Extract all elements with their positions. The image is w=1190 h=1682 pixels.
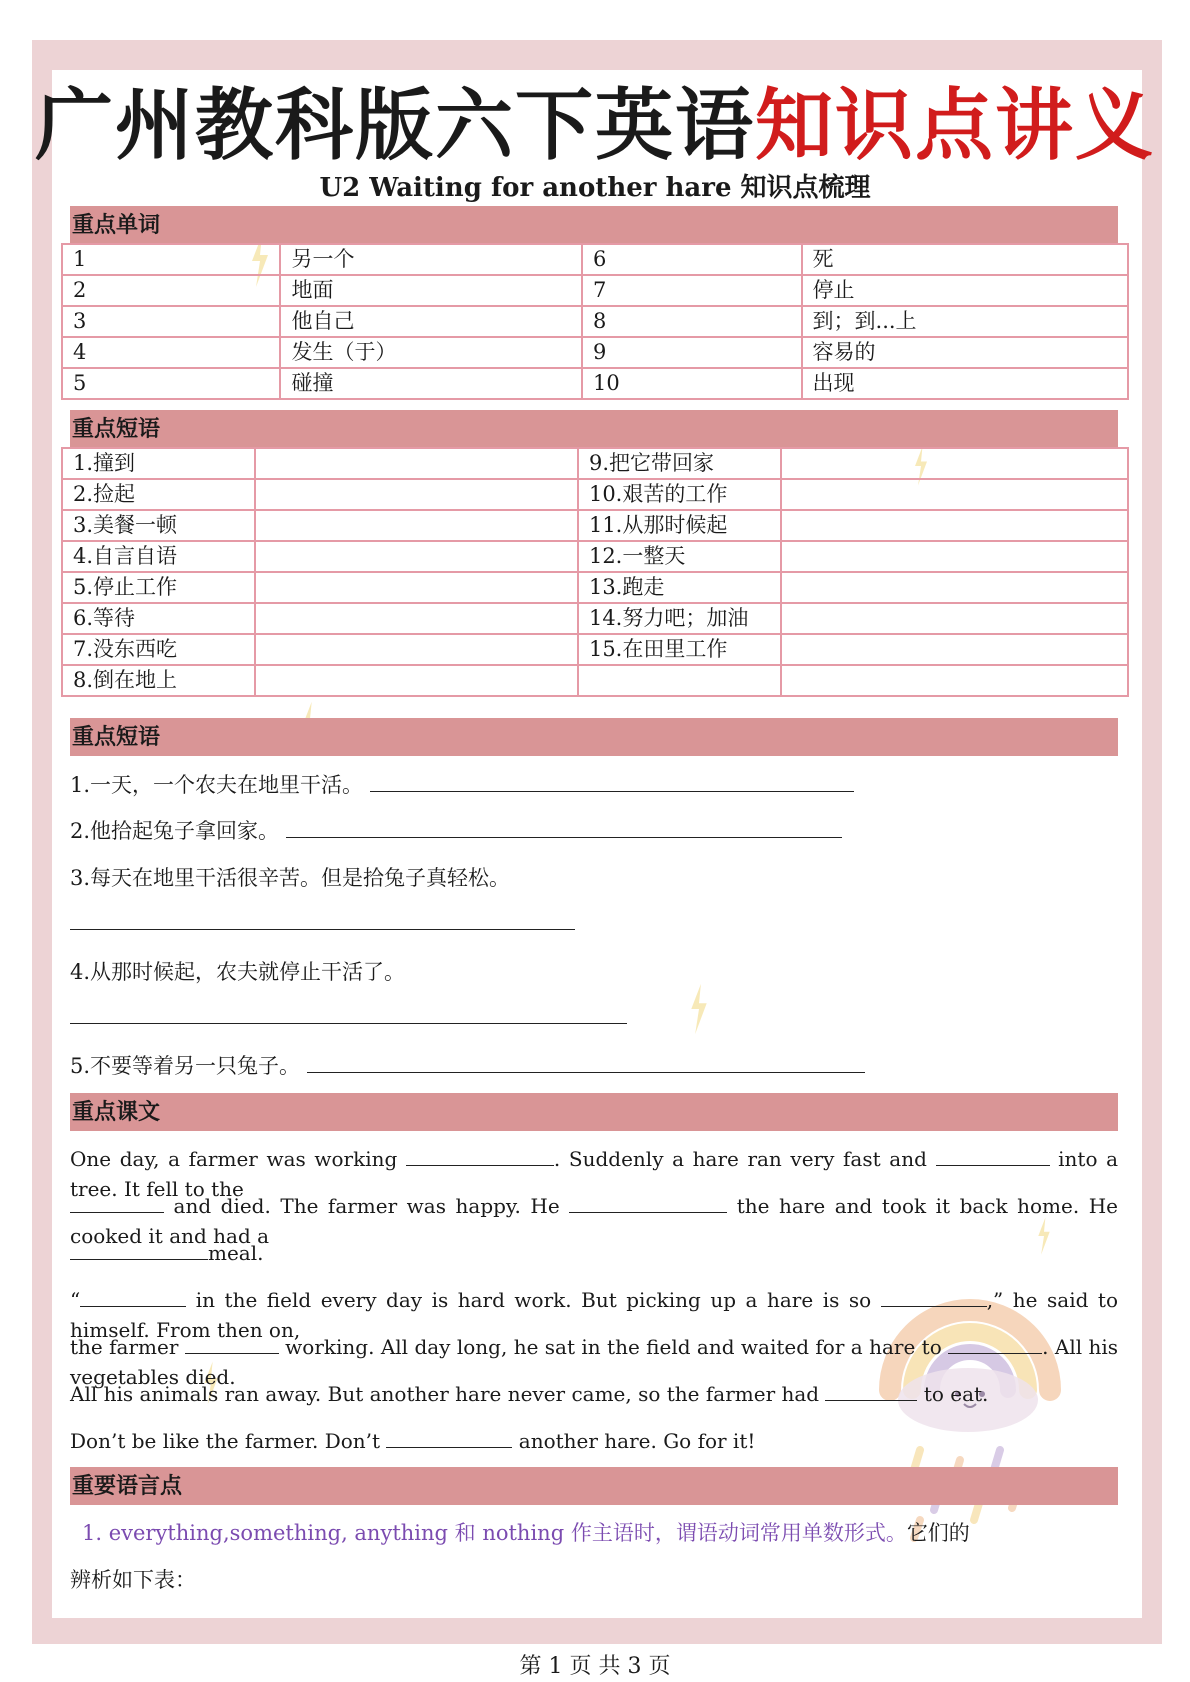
- sentence-item: 2.他拾起兔子拿回家。: [70, 816, 842, 846]
- table-row: [62, 448, 1128, 479]
- answer-cell[interactable]: [255, 541, 578, 572]
- phrase-prompt: 2.捡起: [62, 479, 255, 510]
- phrase-prompt: 4.自言自语: [62, 541, 255, 572]
- word-number: 7: [582, 275, 802, 306]
- page-title: 广州教科版六下英语知识点讲义: [34, 81, 1156, 171]
- table-row: [62, 510, 1128, 541]
- answer-cell[interactable]: [781, 448, 1128, 479]
- answer-blank[interactable]: [70, 1003, 627, 1024]
- page-footer: 第 1 页 共 3 页: [519, 1654, 671, 1679]
- phrase-prompt: 8.倒在地上: [62, 665, 255, 696]
- passage-line: meal.: [70, 1238, 1118, 1268]
- phrase-prompt: 11.从那时候起: [578, 510, 781, 541]
- phrase-prompt: 1.撞到: [62, 448, 255, 479]
- answer-blank[interactable]: [881, 1286, 987, 1307]
- answer-cell[interactable]: [255, 572, 578, 603]
- answer-cell[interactable]: [781, 603, 1128, 634]
- word-meaning: 发生（于）: [280, 337, 582, 368]
- table-row: [62, 244, 1128, 275]
- word-number: 10: [582, 368, 802, 399]
- table-row: [62, 368, 1128, 399]
- word-number: 8: [582, 306, 802, 337]
- answer-blank[interactable]: [948, 1333, 1042, 1354]
- language-point-continuation: 辨析如下表：: [70, 1568, 196, 1592]
- section-header-text: 重点课文: [70, 1093, 1118, 1131]
- sentence-item: 4.从那时候起，农夫就停止干活了。: [70, 960, 406, 984]
- answer-cell[interactable]: [255, 479, 578, 510]
- passage-line: All his animals ran away. But another hare never came, so the farmer had to eat.: [70, 1382, 989, 1406]
- word-meaning: 死: [802, 244, 1128, 275]
- phrases-table: [61, 447, 1129, 697]
- sentence-item: 1.一天，一个农夫在地里干活。: [70, 770, 854, 800]
- answer-blank[interactable]: [70, 1192, 164, 1213]
- answer-cell[interactable]: [781, 572, 1128, 603]
- word-number: 5: [62, 368, 280, 399]
- sentence-answer-line: [70, 1002, 627, 1032]
- phrase-prompt: 5.停止工作: [62, 572, 255, 603]
- word-meaning: 地面: [280, 275, 582, 306]
- answer-cell[interactable]: [255, 665, 578, 696]
- answer-cell[interactable]: [781, 634, 1128, 665]
- word-number: 9: [582, 337, 802, 368]
- table-row: [62, 479, 1128, 510]
- answer-cell[interactable]: [255, 603, 578, 634]
- table-row: [62, 337, 1128, 368]
- answer-blank[interactable]: [386, 1427, 512, 1448]
- phrase-prompt: 15.在田里工作: [578, 634, 781, 665]
- passage-line: and died. The farmer was happy. He the hare and took it back home. He cooked it and had a: [70, 1194, 1118, 1248]
- word-number: 3: [62, 306, 280, 337]
- word-meaning: 容易的: [802, 337, 1128, 368]
- word-number: 4: [62, 337, 280, 368]
- table-row: [62, 306, 1128, 337]
- answer-blank[interactable]: [936, 1145, 1050, 1166]
- answer-blank[interactable]: [569, 1192, 727, 1213]
- phrase-prompt: 13.跑走: [578, 572, 781, 603]
- word-meaning: 另一个: [280, 244, 582, 275]
- phrase-prompt: 12.一整天: [578, 541, 781, 572]
- phrase-prompt: 3.美餐一顿: [62, 510, 255, 541]
- table-row: [62, 634, 1128, 665]
- answer-cell[interactable]: [255, 448, 578, 479]
- sentence-answer-line: [70, 908, 575, 938]
- phrase-prompt: [578, 665, 781, 696]
- answer-blank[interactable]: [70, 909, 575, 930]
- answer-cell[interactable]: [781, 479, 1128, 510]
- answer-blank[interactable]: [370, 771, 854, 792]
- passage-line: One day, a farmer was working . Suddenly a hare ran very fast and into a tree. It fell to the: [70, 1147, 1119, 1201]
- answer-cell[interactable]: [781, 541, 1128, 572]
- table-row: [62, 665, 1128, 696]
- words-table: [61, 243, 1129, 400]
- answer-cell[interactable]: [781, 510, 1128, 541]
- phrase-prompt: 10.艰苦的工作: [578, 479, 781, 510]
- answer-cell[interactable]: [255, 510, 578, 541]
- table-row: [62, 275, 1128, 306]
- section-header-sentences: 重点短语: [70, 718, 1118, 756]
- word-number: 1: [62, 244, 280, 275]
- sentence-item: 3.每天在地里干活很辛苦。但是拾兔子真轻松。: [70, 866, 511, 890]
- phrase-prompt: 7.没东西吃: [62, 634, 255, 665]
- word-number: 2: [62, 275, 280, 306]
- passage-line: “ in the field every day is hard work. But picking up a hare is so ,” he said to himself. From then on,: [70, 1288, 1119, 1342]
- phrase-prompt: 9.把它带回家: [578, 448, 781, 479]
- answer-blank[interactable]: [406, 1145, 554, 1166]
- phrase-prompt: 6.等待: [62, 603, 255, 634]
- answer-blank[interactable]: [185, 1333, 279, 1354]
- language-point: 1. everything,something, anything 和 nothing 作主语时，谓语动词常用单数形式。它们的: [82, 1521, 970, 1545]
- word-meaning: 碰撞: [280, 368, 582, 399]
- section-header-phrases: 重点短语: [70, 410, 1118, 448]
- answer-blank[interactable]: [70, 1239, 208, 1260]
- answer-blank[interactable]: [307, 1052, 865, 1073]
- word-meaning: 到；到...上: [802, 306, 1128, 337]
- table-row: [62, 603, 1128, 634]
- table-row: [62, 572, 1128, 603]
- answer-blank[interactable]: [825, 1380, 917, 1401]
- answer-blank[interactable]: [80, 1286, 186, 1307]
- word-number: 6: [582, 244, 802, 275]
- answer-cell[interactable]: [255, 634, 578, 665]
- lightning-deco-icon: [684, 982, 714, 1036]
- section-header-words: 重点单词: [70, 206, 1118, 244]
- word-meaning: 停止: [802, 275, 1128, 306]
- answer-cell[interactable]: [781, 665, 1128, 696]
- section-header-language: 重要语言点: [70, 1467, 1118, 1505]
- table-row: [62, 541, 1128, 572]
- passage-line: Don’t be like the farmer. Don’t another hare. Go for it!: [70, 1429, 756, 1453]
- sentence-item: 5.不要等着另一只兔子。: [70, 1051, 865, 1081]
- word-meaning: 出现: [802, 368, 1128, 399]
- page-subtitle: U2 Waiting for another hare 知识点梳理: [319, 173, 871, 203]
- word-meaning: 他自己: [280, 306, 582, 337]
- answer-blank[interactable]: [286, 817, 842, 838]
- phrase-prompt: 14.努力吧；加油: [578, 603, 781, 634]
- passage-line: the farmer working. All day long, he sat in the field and waited for a hare to . All his vegetables died.: [70, 1335, 1119, 1389]
